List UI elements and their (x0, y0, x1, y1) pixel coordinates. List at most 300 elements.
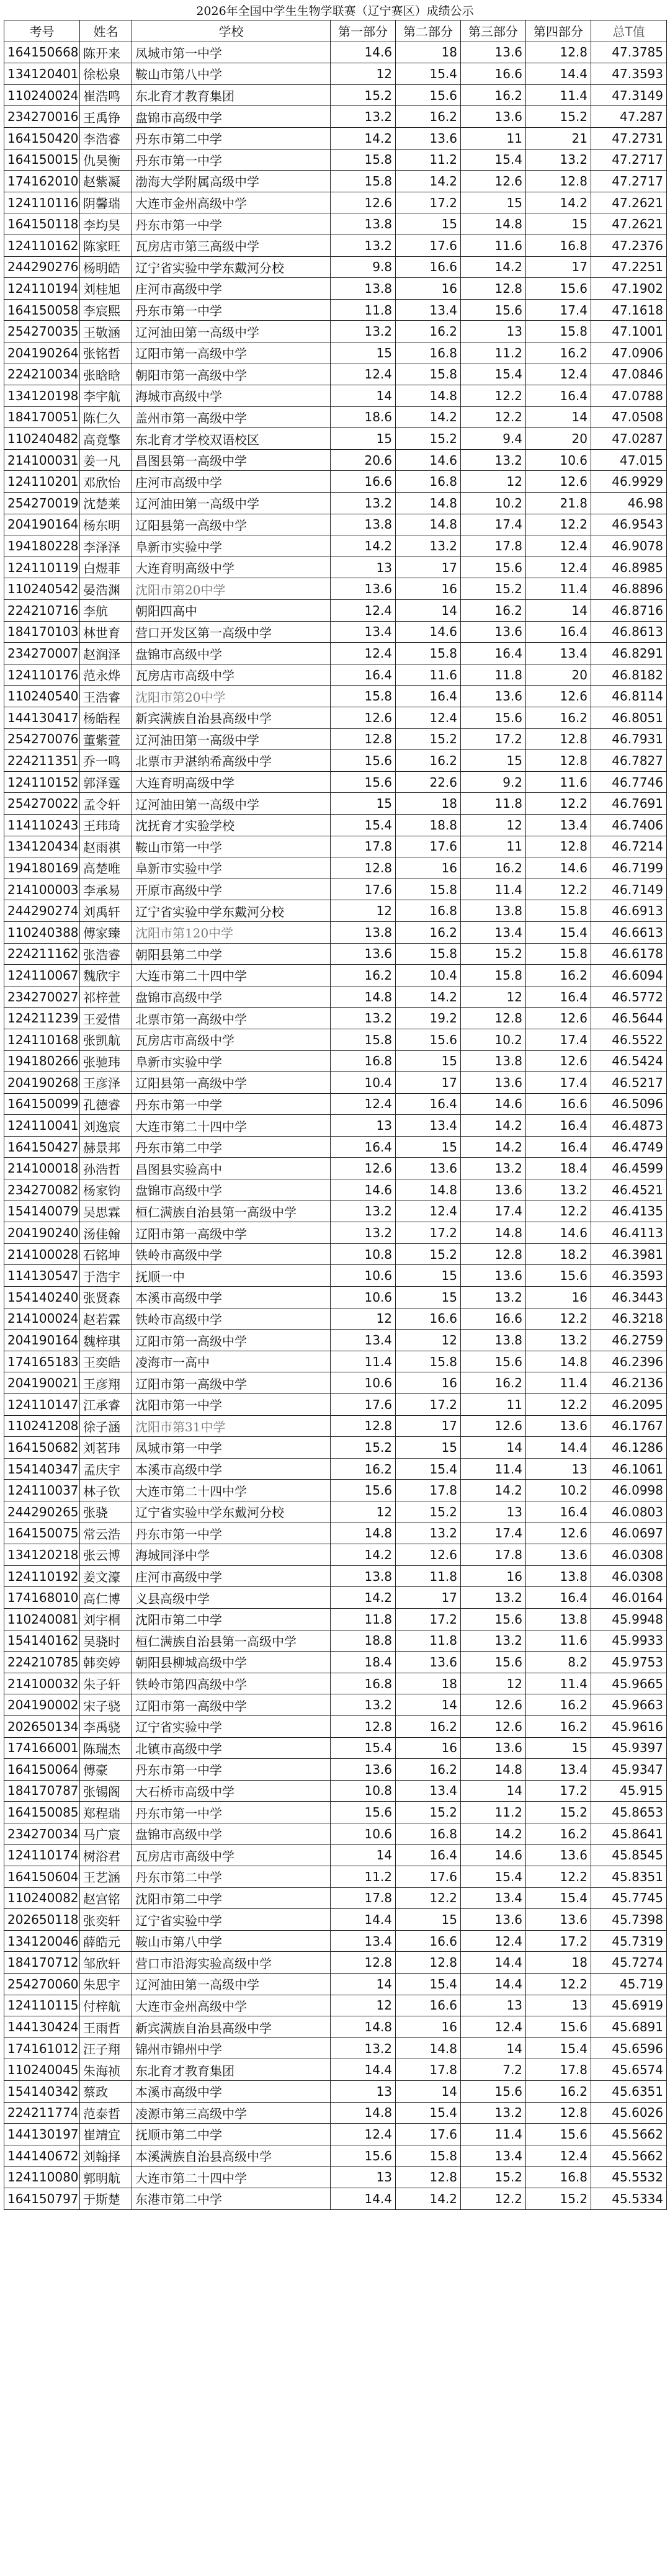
cell-part-4: 13 (526, 1458, 591, 1480)
table-row (4, 664, 667, 686)
cell-exam-id: 110241208 (4, 1415, 80, 1437)
cell-part-2: 22.6 (396, 771, 461, 793)
cell-part-1: 12.4 (331, 364, 396, 385)
cell-name: 孟令轩 (80, 793, 132, 815)
cell-part-3: 13.6 (461, 1737, 526, 1759)
cell-total-t: 46.4599 (591, 1158, 667, 1179)
cell-part-4: 16.2 (526, 1715, 591, 1737)
cell-name: 李航 (80, 600, 132, 622)
cell-exam-id: 124110041 (4, 1115, 80, 1137)
cell-part-3: 15.2 (461, 943, 526, 965)
table-row (4, 1437, 667, 1459)
cell-part-2: 12.8 (396, 1952, 461, 1974)
cell-school: 辽宁省实验中学 (132, 1715, 331, 1737)
table-row (4, 1930, 667, 1952)
cell-part-2: 11.6 (396, 664, 461, 686)
cell-part-4: 12.2 (526, 1308, 591, 1330)
cell-part-3: 12.8 (461, 278, 526, 300)
cell-part-4: 16.2 (526, 1694, 591, 1716)
cell-part-4: 16.4 (526, 385, 591, 407)
table-row (4, 1523, 667, 1544)
sheet-title: 2026年全国中学生生物学联赛（辽宁赛区）成绩公示 (196, 4, 474, 18)
table-row (4, 1136, 667, 1158)
cell-exam-id: 204190164 (4, 1330, 80, 1351)
cell-part-4: 12.4 (526, 364, 591, 385)
cell-total-t: 46.5217 (591, 1072, 667, 1094)
cell-part-3: 11.6 (461, 235, 526, 256)
cell-name: 赵润泽 (80, 643, 132, 664)
cell-exam-id: 234270027 (4, 986, 80, 1008)
table-row (4, 1458, 667, 1480)
cell-part-2: 16.4 (396, 1845, 461, 1866)
cell-part-2: 16.2 (396, 921, 461, 943)
cell-name: 傅豪 (80, 1759, 132, 1781)
cell-exam-id: 234270007 (4, 643, 80, 664)
cell-total-t: 45.9616 (591, 1715, 667, 1737)
cell-part-1: 13.2 (331, 2037, 396, 2059)
cell-part-2: 16.8 (396, 1823, 461, 1845)
cell-total-t: 46.9543 (591, 514, 667, 535)
cell-name: 张贤森 (80, 1287, 132, 1308)
cell-part-4: 12.4 (526, 535, 591, 557)
cell-part-4: 15.6 (526, 2016, 591, 2038)
cell-name: 杨东明 (80, 514, 132, 535)
cell-name: 树浴君 (80, 1845, 132, 1866)
cell-total-t: 46.4749 (591, 1136, 667, 1158)
cell-total-t: 46.6094 (591, 965, 667, 986)
cell-part-2: 13.4 (396, 1115, 461, 1137)
cell-part-2: 14 (396, 600, 461, 622)
cell-part-4: 13.8 (526, 1565, 591, 1587)
cell-part-1: 15.8 (331, 686, 396, 707)
table-row (4, 171, 667, 192)
cell-part-4: 15.4 (526, 921, 591, 943)
table-row (4, 1330, 667, 1351)
cell-exam-id: 194180228 (4, 535, 80, 557)
table-row (4, 1802, 667, 1823)
cell-part-4: 16.8 (526, 235, 591, 256)
cell-part-4: 16.4 (526, 986, 591, 1008)
cell-name: 张锡阁 (80, 1780, 132, 1802)
table-row (4, 879, 667, 900)
table-row (4, 557, 667, 578)
table-row (4, 428, 667, 450)
cell-part-4: 14 (526, 600, 591, 622)
cell-name: 郭明航 (80, 2167, 132, 2188)
cell-part-2: 14.8 (396, 514, 461, 535)
cell-part-1: 18.8 (331, 1630, 396, 1652)
cell-part-1: 10.4 (331, 1072, 396, 1094)
table-row (4, 1372, 667, 1394)
cell-school: 辽阳县第一高级中学 (132, 514, 331, 535)
cell-exam-id: 124110192 (4, 1565, 80, 1587)
cell-part-2: 19.2 (396, 1008, 461, 1029)
cell-exam-id: 184170712 (4, 1952, 80, 1974)
cell-part-1: 12.4 (331, 600, 396, 622)
cell-name: 刘宇桐 (80, 1608, 132, 1630)
cell-name: 阴馨瑞 (80, 192, 132, 213)
cell-total-t: 46.6913 (591, 900, 667, 922)
table-row (4, 750, 667, 772)
cell-part-1: 12 (331, 900, 396, 922)
cell-part-3: 13.2 (461, 1287, 526, 1308)
cell-total-t: 46.9929 (591, 471, 667, 493)
cell-part-1: 13.2 (331, 321, 396, 342)
cell-name: 王敬涵 (80, 321, 132, 342)
cell-part-2: 15.8 (396, 364, 461, 385)
table-row (4, 127, 667, 149)
cell-part-4: 11.6 (526, 1630, 591, 1652)
cell-part-1: 12.6 (331, 707, 396, 729)
cell-part-2: 14.2 (396, 2188, 461, 2209)
cell-exam-id: 254270035 (4, 321, 80, 342)
cell-part-2: 14 (396, 1694, 461, 1716)
cell-exam-id: 110240082 (4, 1887, 80, 1909)
table-row (4, 1115, 667, 1137)
cell-name: 张凯航 (80, 1029, 132, 1050)
cell-exam-id: 174168010 (4, 1587, 80, 1609)
table-row (4, 814, 667, 836)
cell-total-t: 46.7149 (591, 879, 667, 900)
cell-part-2: 10.4 (396, 965, 461, 986)
cell-part-2: 15.8 (396, 2145, 461, 2167)
cell-part-2: 16.6 (396, 1308, 461, 1330)
cell-total-t: 47.0906 (591, 342, 667, 364)
cell-part-3: 12.2 (461, 385, 526, 407)
cell-total-t: 46.3593 (591, 1265, 667, 1287)
cell-name: 祁梓萱 (80, 986, 132, 1008)
cell-part-1: 12.6 (331, 192, 396, 213)
cell-part-2: 15 (396, 213, 461, 235)
cell-school: 抚顺市第二中学 (132, 2124, 331, 2145)
cell-total-t: 47.0788 (591, 385, 667, 407)
cell-part-4: 16.2 (526, 1823, 591, 1845)
cell-part-3: 15.6 (461, 1351, 526, 1372)
cell-exam-id: 204190264 (4, 342, 80, 364)
cell-name: 蔡政 (80, 2081, 132, 2103)
cell-part-2: 17.6 (396, 836, 461, 857)
header-part-4: 第四部分 (526, 20, 591, 42)
cell-part-2: 16 (396, 278, 461, 300)
cell-part-2: 15.8 (396, 1351, 461, 1372)
cell-part-1: 10.6 (331, 1287, 396, 1308)
table-row (4, 1974, 667, 1995)
cell-exam-id: 254270060 (4, 1974, 80, 1995)
cell-part-2: 13.4 (396, 1780, 461, 1802)
cell-total-t: 45.5662 (591, 2124, 667, 2145)
cell-exam-id: 214100003 (4, 879, 80, 900)
cell-name: 高楚唯 (80, 857, 132, 879)
cell-part-4: 13.4 (526, 814, 591, 836)
cell-part-2: 15.4 (396, 1974, 461, 1995)
cell-part-2: 16 (396, 857, 461, 879)
cell-exam-id: 164150099 (4, 1093, 80, 1115)
cell-total-t: 46.4113 (591, 1222, 667, 1244)
cell-part-2: 18 (396, 793, 461, 815)
cell-school: 辽阳市第一高级中学 (132, 1222, 331, 1244)
table-row (4, 1222, 667, 1244)
cell-total-t: 45.9665 (591, 1673, 667, 1694)
cell-part-4: 17.2 (526, 1930, 591, 1952)
cell-school: 丹东市第一中学 (132, 213, 331, 235)
cell-total-t: 47.2717 (591, 171, 667, 192)
cell-total-t: 47.0287 (591, 428, 667, 450)
cell-total-t: 45.719 (591, 1974, 667, 1995)
cell-part-4: 10.2 (526, 1480, 591, 1501)
cell-exam-id: 124110116 (4, 192, 80, 213)
cell-name: 薛皓元 (80, 1930, 132, 1952)
cell-school: 新宾满族自治县高级中学 (132, 707, 331, 729)
cell-part-1: 13.2 (331, 1694, 396, 1716)
cell-part-1: 15.6 (331, 750, 396, 772)
cell-part-4: 13.8 (526, 1608, 591, 1630)
cell-part-4: 13 (526, 1995, 591, 2016)
cell-part-3: 9.2 (461, 771, 526, 793)
cell-name: 赵若霖 (80, 1308, 132, 1330)
cell-exam-id: 204190240 (4, 1222, 80, 1244)
cell-exam-id: 124110037 (4, 1480, 80, 1501)
cell-exam-id: 204190002 (4, 1694, 80, 1716)
cell-name: 江承睿 (80, 1394, 132, 1416)
cell-name: 宋子骁 (80, 1694, 132, 1716)
table-row (4, 1265, 667, 1287)
cell-part-4: 12.4 (526, 557, 591, 578)
table-row (4, 278, 667, 300)
cell-exam-id: 134120046 (4, 1930, 80, 1952)
table-row (4, 1179, 667, 1201)
cell-part-1: 17.8 (331, 1887, 396, 1909)
cell-part-2: 16.8 (396, 342, 461, 364)
cell-part-2: 16.8 (396, 471, 461, 493)
cell-part-4: 16.2 (526, 707, 591, 729)
cell-part-2: 17.2 (396, 1394, 461, 1416)
cell-name: 张铭哲 (80, 342, 132, 364)
cell-exam-id: 234270016 (4, 106, 80, 128)
cell-name: 晏浩渊 (80, 578, 132, 600)
cell-school: 瓦房店市高级中学 (132, 1845, 331, 1866)
cell-part-3: 13.6 (461, 1265, 526, 1287)
table-row (4, 406, 667, 428)
cell-part-4: 12.2 (526, 1394, 591, 1416)
cell-part-2: 17.2 (396, 1222, 461, 1244)
cell-part-3: 12 (461, 471, 526, 493)
cell-name: 朱海祯 (80, 2059, 132, 2081)
cell-total-t: 46.9078 (591, 535, 667, 557)
cell-part-1: 12.4 (331, 643, 396, 664)
table-row (4, 771, 667, 793)
cell-part-1: 13.8 (331, 921, 396, 943)
cell-total-t: 46.3443 (591, 1287, 667, 1308)
cell-part-3: 14.4 (461, 1974, 526, 1995)
cell-part-1: 13.2 (331, 1201, 396, 1222)
cell-school: 铁岭市第四高级中学 (132, 1673, 331, 1694)
cell-part-3: 16.4 (461, 643, 526, 664)
cell-school: 大连育明高级中学 (132, 771, 331, 793)
cell-exam-id: 114110243 (4, 814, 80, 836)
cell-name: 刘翰择 (80, 2145, 132, 2167)
cell-total-t: 47.1618 (591, 299, 667, 321)
cell-total-t: 46.6613 (591, 921, 667, 943)
cell-part-1: 16.2 (331, 1458, 396, 1480)
cell-part-4: 16.4 (526, 1501, 591, 1523)
cell-name: 仇昊衡 (80, 149, 132, 171)
cell-school: 营口开发区第一高级中学 (132, 621, 331, 643)
cell-part-4: 12.6 (526, 1523, 591, 1544)
cell-name: 朱思宇 (80, 1974, 132, 1995)
cell-name: 赵宫铭 (80, 1887, 132, 1909)
cell-part-4: 11.4 (526, 84, 591, 106)
cell-exam-id: 110240482 (4, 428, 80, 450)
cell-part-3: 15.8 (461, 965, 526, 986)
cell-part-3: 13 (461, 1995, 526, 2016)
cell-part-3: 13.2 (461, 1587, 526, 1609)
cell-part-3: 11.8 (461, 793, 526, 815)
cell-part-3: 13.2 (461, 449, 526, 471)
cell-school: 大连市第二十四中学 (132, 1115, 331, 1137)
cell-school: 丹东市第一中学 (132, 1759, 331, 1781)
cell-total-t: 46.2759 (591, 1330, 667, 1351)
cell-part-2: 16.4 (396, 1093, 461, 1115)
cell-part-1: 15 (331, 342, 396, 364)
cell-exam-id: 164150668 (4, 42, 80, 63)
cell-exam-id: 214100032 (4, 1673, 80, 1694)
table-row (4, 63, 667, 85)
cell-name: 张晗晗 (80, 364, 132, 385)
cell-part-3: 13 (461, 1501, 526, 1523)
cell-name: 朱子轩 (80, 1673, 132, 1694)
table-row (4, 986, 667, 1008)
cell-part-1: 14.8 (331, 986, 396, 1008)
cell-total-t: 47.3593 (591, 63, 667, 85)
cell-part-3: 13 (461, 321, 526, 342)
cell-part-4: 18.4 (526, 1158, 591, 1179)
cell-part-1: 14.8 (331, 2016, 396, 2038)
cell-part-1: 12 (331, 1995, 396, 2016)
cell-part-3: 17.4 (461, 1201, 526, 1222)
cell-part-2: 17 (396, 1415, 461, 1437)
cell-part-1: 16.4 (331, 1136, 396, 1158)
cell-school: 瓦房店市高级中学 (132, 664, 331, 686)
table-body (4, 42, 667, 2209)
cell-exam-id: 124211239 (4, 1008, 80, 1029)
cell-school: 大连市金州高级中学 (132, 192, 331, 213)
cell-part-4: 12.8 (526, 2102, 591, 2124)
cell-school: 北票市第一高级中学 (132, 1008, 331, 1029)
table-row (4, 342, 667, 364)
cell-exam-id: 174162010 (4, 171, 80, 192)
cell-total-t: 46.4873 (591, 1115, 667, 1137)
cell-total-t: 46.5772 (591, 986, 667, 1008)
cell-exam-id: 110240540 (4, 686, 80, 707)
cell-exam-id: 164150420 (4, 127, 80, 149)
cell-part-1: 13 (331, 2081, 396, 2103)
cell-part-2: 12.8 (396, 2167, 461, 2188)
table-row (4, 857, 667, 879)
cell-part-2: 15.2 (396, 1501, 461, 1523)
cell-school: 海城同泽中学 (132, 1544, 331, 1566)
cell-part-4: 18.2 (526, 1243, 591, 1265)
cell-total-t: 46.8291 (591, 643, 667, 664)
cell-total-t: 47.0846 (591, 364, 667, 385)
cell-exam-id: 124110176 (4, 664, 80, 686)
cell-name: 张奕轩 (80, 1909, 132, 1931)
table-row (4, 1587, 667, 1609)
cell-part-2: 12.4 (396, 707, 461, 729)
cell-part-1: 16.8 (331, 1673, 396, 1694)
cell-part-4: 17 (526, 256, 591, 278)
cell-school: 本溪市高级中学 (132, 1287, 331, 1308)
cell-part-2: 15 (396, 1265, 461, 1287)
cell-name: 刘茗玮 (80, 1437, 132, 1459)
cell-part-3: 10.2 (461, 1029, 526, 1050)
cell-part-1: 15.2 (331, 1437, 396, 1459)
cell-part-3: 16.2 (461, 857, 526, 879)
table-row (4, 493, 667, 514)
table-row (4, 192, 667, 213)
table-row (4, 921, 667, 943)
cell-part-3: 12.8 (461, 1008, 526, 1029)
cell-part-1: 15.6 (331, 1802, 396, 1823)
cell-part-2: 11.8 (396, 1565, 461, 1587)
cell-exam-id: 224210716 (4, 600, 80, 622)
cell-part-4: 17.8 (526, 2059, 591, 2081)
cell-name: 吴思霖 (80, 1201, 132, 1222)
cell-school: 辽河油田第一高级中学 (132, 1974, 331, 1995)
cell-part-1: 13.2 (331, 1008, 396, 1029)
cell-exam-id: 164150427 (4, 1136, 80, 1158)
cell-school: 沈阳市第一中学 (132, 1394, 331, 1416)
cell-name: 姜文濠 (80, 1565, 132, 1587)
cell-exam-id: 110240542 (4, 578, 80, 600)
cell-total-t: 46.8182 (591, 664, 667, 686)
cell-part-4: 12.6 (526, 686, 591, 707)
cell-part-3: 13.2 (461, 2102, 526, 2124)
cell-part-4: 16.6 (526, 1093, 591, 1115)
cell-name: 韩奕婷 (80, 1652, 132, 1673)
cell-name: 张骁 (80, 1501, 132, 1523)
cell-name: 张浩睿 (80, 943, 132, 965)
cell-part-3: 11 (461, 127, 526, 149)
cell-exam-id: 204190164 (4, 514, 80, 535)
cell-total-t: 45.6574 (591, 2059, 667, 2081)
cell-part-4: 12.2 (526, 1201, 591, 1222)
cell-part-4: 11.4 (526, 1673, 591, 1694)
cell-part-1: 14.6 (331, 1179, 396, 1201)
cell-name: 刘禹轩 (80, 900, 132, 922)
cell-name: 孙浩哲 (80, 1158, 132, 1179)
cell-part-4: 12.8 (526, 728, 591, 750)
cell-exam-id: 124110174 (4, 1845, 80, 1866)
cell-total-t: 47.3785 (591, 42, 667, 63)
cell-school: 丹东市第一中学 (132, 1093, 331, 1115)
cell-total-t: 45.5532 (591, 2167, 667, 2188)
cell-name: 李承易 (80, 879, 132, 900)
cell-school: 东港市第二中学 (132, 2188, 331, 2209)
cell-part-2: 16.2 (396, 1759, 461, 1781)
cell-part-4: 13.6 (526, 1845, 591, 1866)
cell-part-1: 13.8 (331, 1565, 396, 1587)
cell-part-3: 13.6 (461, 1072, 526, 1094)
cell-exam-id: 164150015 (4, 149, 80, 171)
cell-part-4: 13.2 (526, 1179, 591, 1201)
cell-part-1: 14.2 (331, 127, 396, 149)
cell-part-1: 10.8 (331, 1243, 396, 1265)
cell-school: 鞍山市第八中学 (132, 1930, 331, 1952)
cell-total-t: 46.98 (591, 493, 667, 514)
cell-part-1: 12.8 (331, 857, 396, 879)
cell-total-t: 46.0998 (591, 1480, 667, 1501)
cell-name: 范泰哲 (80, 2102, 132, 2124)
